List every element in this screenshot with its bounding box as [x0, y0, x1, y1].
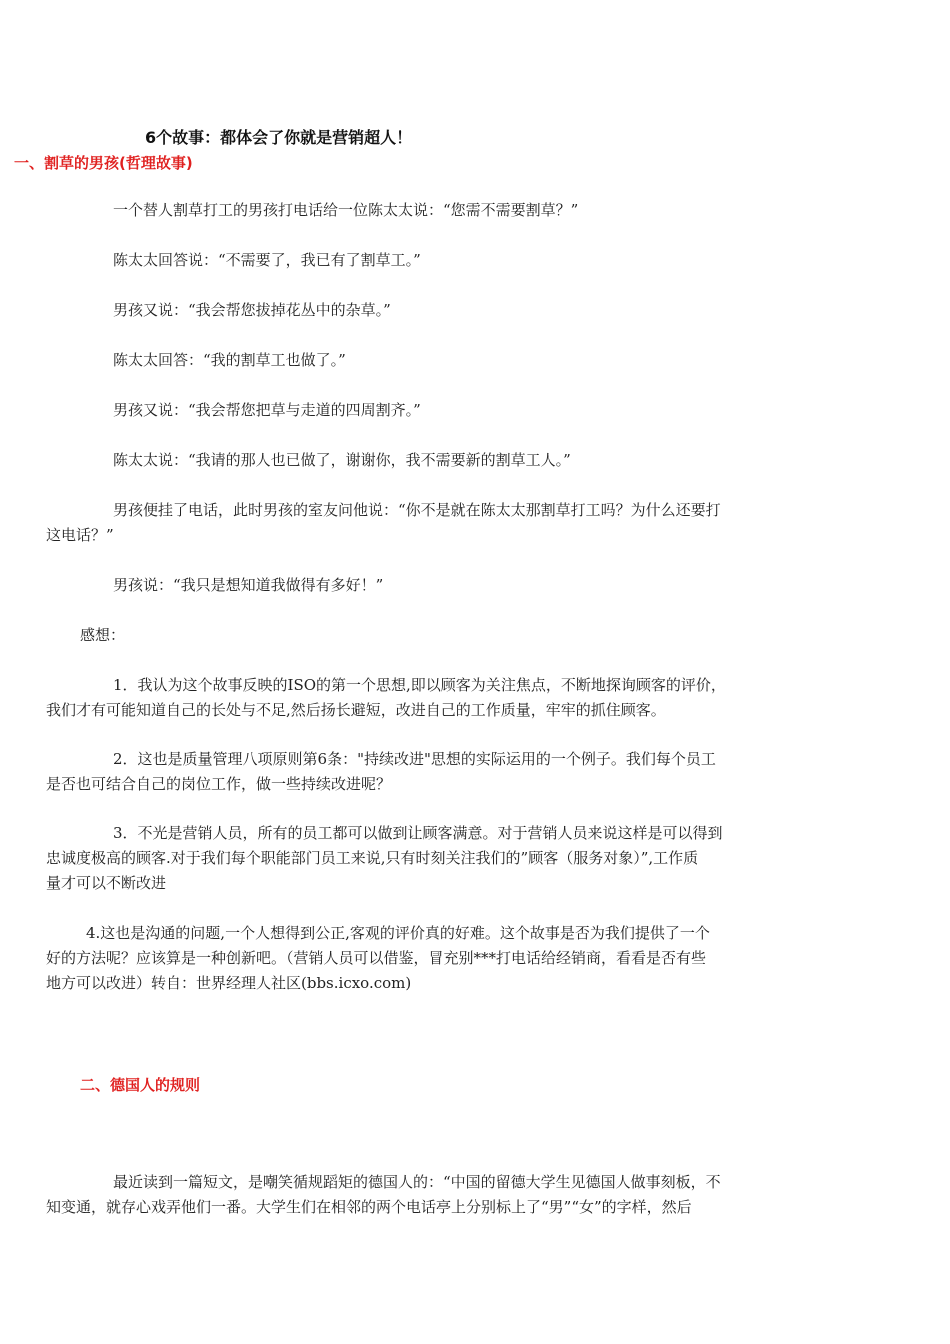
thought-point-4	[46, 921, 806, 996]
paragraph-line: 是否也可结合自己的岗位工作，做一些持续改进呢？	[46, 775, 392, 793]
dialogue-line: 陈太太回答说：“不需要了，我已有了割草工。”	[113, 251, 421, 269]
paragraph-line: 地方可以改进）转自：世界经理人社区(bbs.icxo.com)	[46, 974, 412, 992]
paragraph-line: 3．不光是营销人员，所有的员工都可以做到让顾客满意。对于营销人员来说这样是可以得到	[113, 824, 723, 842]
paragraph-line: 这电话？”	[46, 526, 114, 544]
paragraph-line: 知变通，就存心戏弄他们一番。大学生们在相邻的两个电话亭上分别标上了“男”“女”的字样，然后	[46, 1198, 692, 1216]
thought-point-2	[46, 747, 806, 797]
dialogue-line: 陈太太回答：“我的割草工也做了。”	[113, 351, 346, 369]
dialogue-line: 陈太太说：“我请的那人也已做了，谢谢你，我不需要新的割草工人。”	[113, 451, 571, 469]
section-1-heading: 一、割草的男孩(哲理故事)	[14, 154, 193, 172]
paragraph-line: 男孩便挂了电话，此时男孩的室友问他说：“你不是就在陈太太那割草打工吗？为什么还要打	[113, 501, 721, 519]
section-2-heading: 二、德国人的规则	[80, 1076, 201, 1094]
dialogue-line: 男孩又说：“我会帮您把草与走道的四周割齐。”	[113, 401, 421, 419]
paragraph-line: 最近读到一篇短文，是嘲笑循规蹈矩的德国人的：“中国的留德大学生见德国人做事刻板，不	[113, 1173, 721, 1191]
thought-point-3	[46, 821, 806, 896]
roommate-question-paragraph	[46, 498, 806, 548]
paragraph-line: 4.这也是沟通的问题,一个人想得到公正,客观的评价真的好难。这个故事是否为我们提供了一个	[86, 924, 710, 942]
paragraph-line: 忠诚度极高的顾客.对于我们每个职能部门员工来说,只有时刻关注我们的”顾客（服务对象）”,工作质	[46, 849, 699, 867]
dialogue-line: 男孩又说：“我会帮您拔掉花丛中的杂草。”	[113, 301, 391, 319]
paragraph-line: 好的方法呢？应该算是一种创新吧。（营销人员可以借鉴，冒充别***打电话给经销商，看看是否有些	[46, 949, 707, 967]
section-2-intro	[46, 1170, 806, 1220]
paragraph-line: 1．我认为这个故事反映的ISO的第一个思想,即以顾客为关注焦点，不断地探询顾客的评价，	[113, 676, 726, 694]
thought-point-1	[46, 673, 806, 723]
paragraph-line: 2．这也是质量管理八项原则第6条："持续改进"思想的实际运用的一个例子。我们每个员工	[113, 750, 716, 768]
dialogue-line: 一个替人割草打工的男孩打电话给一位陈太太说：“您需不需要割草？”	[113, 201, 579, 219]
paragraph-line: 我们才有可能知道自己的长处与不足,然后扬长避短，改进自己的工作质量，牢牢的抓住顾客。	[46, 701, 666, 719]
document-title: 6个故事：都体会了你就是营销超人！	[145, 128, 413, 147]
thoughts-label: 感想：	[80, 626, 126, 644]
boy-answer: 男孩说：“我只是想知道我做得有多好！”	[113, 576, 384, 594]
paragraph-line: 量才可以不断改进	[46, 874, 167, 892]
